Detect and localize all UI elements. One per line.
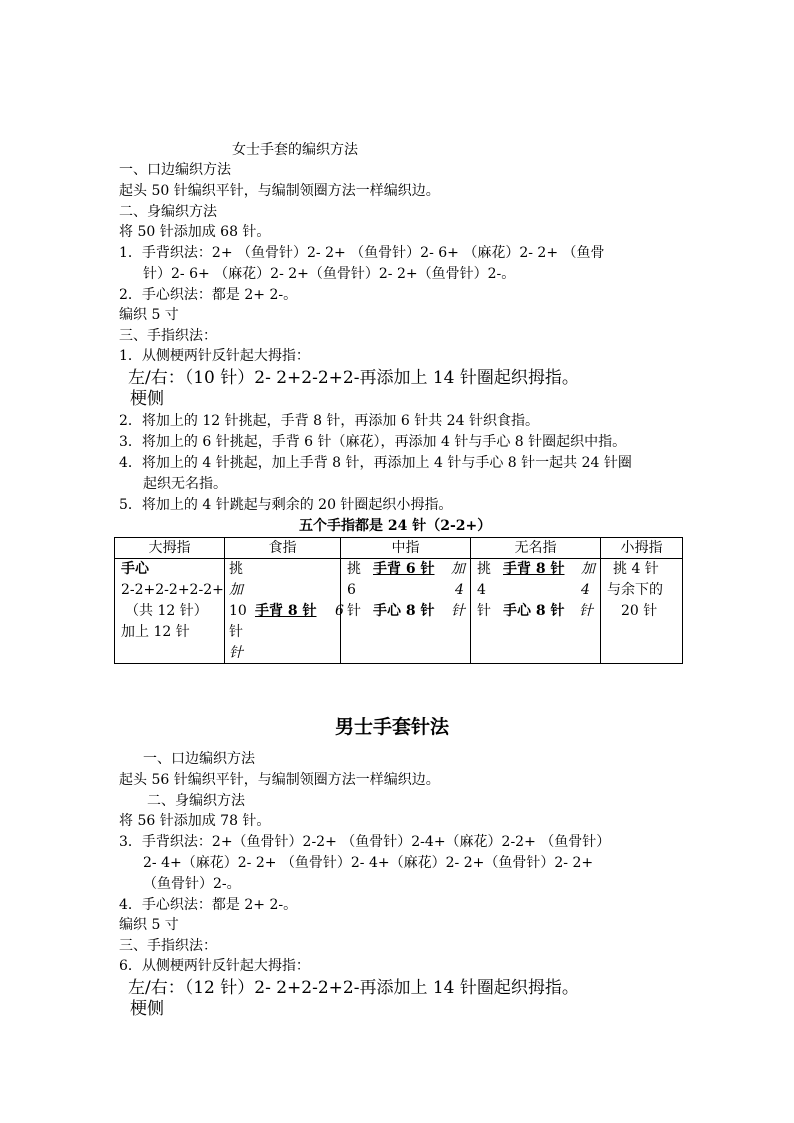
cell-middle xyxy=(341,559,471,664)
women-s3-item1-detail-text: 左/右：（10 针）2- 2+2-2+2-再添加上 14 针圈起织拇指。 xyxy=(128,368,579,388)
ring-col1-1: 4 xyxy=(477,582,486,598)
middle-col1-1: 6 xyxy=(347,582,356,598)
men-s2-item1-a: 3．手背织法：2+（鱼骨针）2-2+ （鱼骨针）2-4+（麻花）2-2+ （鱼骨针） xyxy=(119,834,611,850)
men-s2-item2: 4．手心织法：都是 2+ 2-。 xyxy=(119,897,298,913)
women-s2-text: 将 50 针添加成 68 针。 xyxy=(119,224,271,240)
table-body-row xyxy=(115,559,683,664)
table-header-row xyxy=(115,538,683,559)
women-s3-item1-detail xyxy=(128,368,579,389)
cell-ring xyxy=(471,559,601,664)
women-s3-item4-a: 4．将加上的 4 针挑起，加上手背 8 针，再添加上 4 针与手心 8 针一起共 24 针圈 xyxy=(119,455,632,471)
women-s3-item1: 1．从侧梗两针反针起大拇指： xyxy=(119,348,310,364)
index-col1-2: 10 xyxy=(229,603,247,619)
header-pinky: 小拇指 xyxy=(601,538,683,559)
women-s2-item2: 2．手心织法：都是 2+ 2-。 xyxy=(119,287,298,303)
pinky-line-2: 与余下的 xyxy=(607,582,663,598)
middle-right-2: 针 xyxy=(451,603,465,619)
men-title: 男士手套针法 xyxy=(335,716,450,738)
index-col1-0: 挑 xyxy=(229,561,243,577)
men-s3-item1: 6．从侧梗两针反针起大拇指： xyxy=(119,958,310,974)
index-col1-4: 针 xyxy=(229,645,243,661)
index-col1-1: 加 xyxy=(229,582,243,598)
header-ring: 无名指 xyxy=(471,538,601,559)
men-s2-item1-b: 2- 4+（麻花）2- 2+ （鱼骨针）2- 4+（麻花）2- 2+（鱼骨针）2- 2+ xyxy=(143,855,594,871)
middle-col1-2: 针 xyxy=(347,603,361,619)
women-s3-item3: 3．将加上的 6 针挑起，手背 6 针（麻花），再添加 4 针与手心 8 针圈起织中指。 xyxy=(119,434,627,450)
men-s1-heading: 一、口边编织方法 xyxy=(143,751,255,767)
women-s3-item1-note: 梗侧 xyxy=(130,389,164,409)
index-back-stitch: 手背 8 针 xyxy=(255,603,317,619)
header-middle: 中指 xyxy=(341,538,471,559)
men-s2-note: 编织 5 寸 xyxy=(119,917,179,933)
table-title: 五个手指都是 24 针（2-2+） xyxy=(299,518,492,534)
ring-col1-0: 挑 xyxy=(477,561,491,577)
pinky-line-3: 20 针 xyxy=(621,603,658,619)
men-s2-text: 将 56 针添加成 78 针。 xyxy=(119,813,271,829)
middle-col1-0: 挑 xyxy=(347,561,361,577)
women-s3-heading: 三、手指织法： xyxy=(119,328,217,344)
thumb-line-1: 手心 xyxy=(121,561,149,577)
women-s2-note: 编织 5 寸 xyxy=(119,307,179,323)
ring-col1-2: 针 xyxy=(477,603,491,619)
men-s1-text: 起头 56 针编织平针，与编制领圈方法一样编织边。 xyxy=(119,772,440,788)
thumb-line-4: 加上 12 针 xyxy=(121,624,190,640)
women-s1-heading: 一、口边编织方法 xyxy=(119,162,231,178)
women-s3-item4-b: 起织无名指。 xyxy=(143,476,227,492)
middle-right-0: 加 xyxy=(451,561,465,577)
men-s3-heading: 三、手指织法： xyxy=(119,938,217,954)
pinky-line-1: 挑 4 针 xyxy=(613,561,659,577)
header-index: 食指 xyxy=(225,538,341,559)
men-s3-item1-detail xyxy=(128,978,579,999)
middle-right-1: 4 xyxy=(455,582,464,598)
ring-right-1: 4 xyxy=(581,582,590,598)
index-edge: 6 xyxy=(335,603,344,619)
ring-right-2: 针 xyxy=(579,603,593,619)
women-title: 女士手套的编织方法 xyxy=(232,142,358,158)
middle-palm-stitch: 手心 8 针 xyxy=(373,603,435,619)
men-s2-item1-c: （鱼骨针）2-。 xyxy=(143,876,241,892)
women-s2-item1-b: 针）2- 6+ （麻花）2- 2+（鱼骨针）2- 2+（鱼骨针）2-。 xyxy=(143,266,516,282)
cell-pinky xyxy=(601,559,683,664)
ring-palm-stitch: 手心 8 针 xyxy=(503,603,565,619)
middle-back-stitch: 手背 6 针 xyxy=(373,561,435,577)
women-s3-item5: 5．将加上的 4 针跳起与剩余的 20 针圈起织小拇指。 xyxy=(119,497,453,513)
ring-back-stitch: 手背 8 针 xyxy=(503,561,565,577)
women-s2-heading: 二、身编织方法 xyxy=(119,204,217,220)
women-s2-item1-a: 1．手背织法：2+ （鱼骨针）2- 2+ （鱼骨针）2- 6+ （麻花）2- 2+ （鱼骨 xyxy=(119,245,605,261)
men-s2-heading: 二、身编织方法 xyxy=(147,793,245,809)
men-s3-item1-note: 梗侧 xyxy=(130,999,164,1019)
men-s3-item1-detail-text: 左/右：（12 针）2- 2+2-2+2-再添加上 14 针圈起织拇指。 xyxy=(128,978,579,998)
header-thumb: 大拇指 xyxy=(115,538,225,559)
women-s3-item2: 2．将加上的 12 针挑起，手背 8 针，再添加 6 针共 24 针织食指。 xyxy=(119,413,539,429)
fingers-table xyxy=(114,537,683,664)
thumb-line-2: 2-2+2-2+2-2+ xyxy=(121,582,224,598)
ring-right-0: 加 xyxy=(581,561,595,577)
index-col1-3: 针 xyxy=(229,624,243,640)
women-s1-text: 起头 50 针编织平针，与编制领圈方法一样编织边。 xyxy=(119,183,440,199)
thumb-line-3: （共 12 针） xyxy=(125,603,208,619)
cell-index xyxy=(225,559,344,664)
cell-thumb xyxy=(115,559,225,664)
